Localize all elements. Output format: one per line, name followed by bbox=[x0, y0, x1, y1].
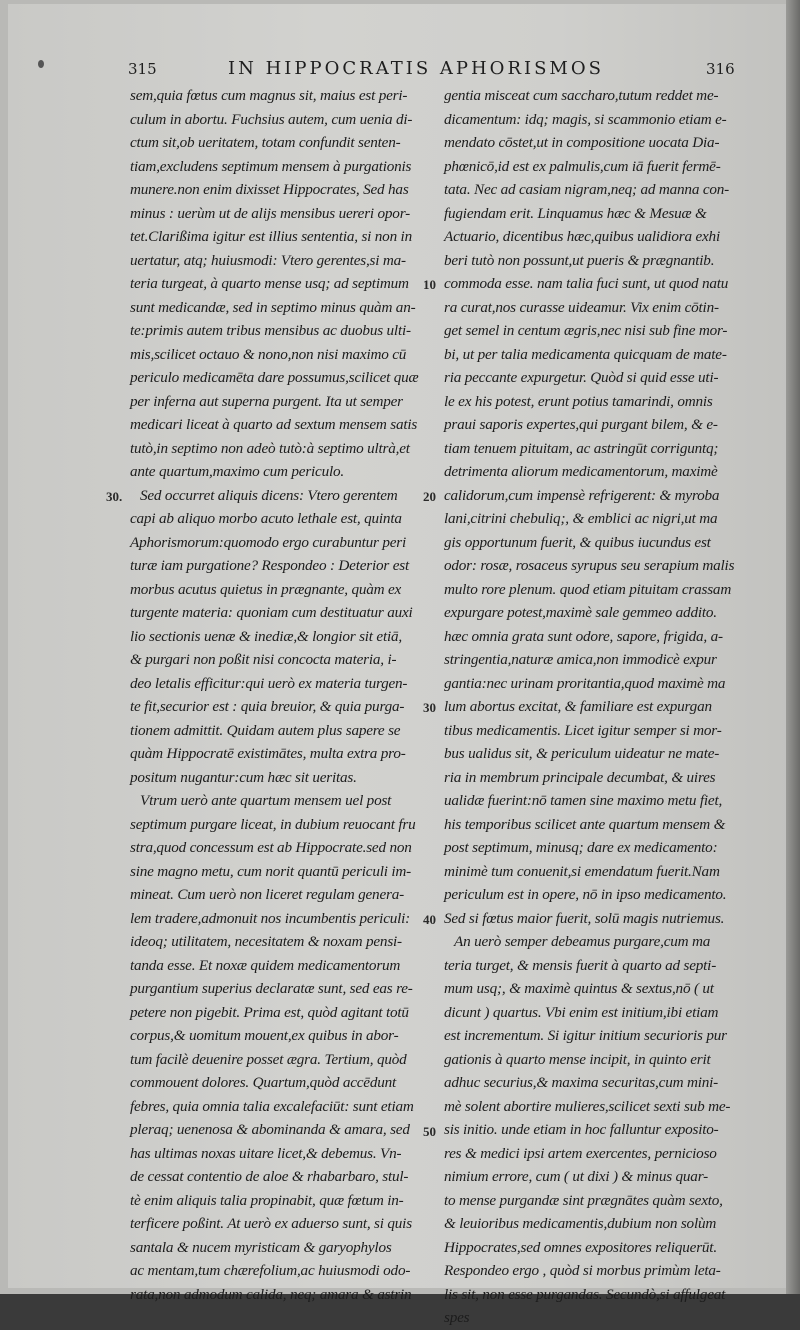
line-marker-10: 10 bbox=[423, 277, 436, 292]
text-line: pleraq; uenenosa & abominanda & amara, sed bbox=[130, 1121, 410, 1138]
text-line: rata,non admodum calida, neq; amara & astrin bbox=[130, 1285, 412, 1303]
running-title: IN HIPPOCRATIS APHORISMOS bbox=[228, 58, 604, 79]
text-line: multo rore plenum. quod etiam pituitam crassam bbox=[444, 580, 732, 598]
text-line: commouent dolores. Quartum,quòd accēdunt bbox=[130, 1074, 397, 1091]
text-line: tiam tenuem pituitam, ac astringūt corriguntq; bbox=[444, 439, 719, 457]
text-line: beri tutò non possunt,ut pueris & prægnantib. bbox=[444, 251, 715, 269]
text-line: bi, ut per talia medicamenta quicquam de mate- bbox=[444, 345, 727, 363]
text-line: res & medici ipsi artem exercentes, pernicioso bbox=[444, 1144, 717, 1162]
text-line: Aphorismorum:quomodo ergo curabuntur peri bbox=[130, 533, 406, 551]
text-line: mineat. Cum uerò non liceret regulam genera- bbox=[130, 886, 404, 903]
text-line: has ultimas noxas uitare licet,& debemus. Vn- bbox=[130, 1144, 402, 1162]
left-column bbox=[130, 84, 430, 1306]
text-line: odor: rosæ, rosaceus syrupus seu serapium malis bbox=[444, 557, 735, 574]
line-marker-20: 20 bbox=[423, 489, 436, 504]
text-line: tutò,in septimo non adeò tutò:à septimo ultrà,et bbox=[130, 439, 410, 457]
text-line: turæ iam purgatione? Respondeo : Deterior est bbox=[130, 557, 409, 574]
text-line: lio sectionis uenæ & inediæ,& longior sit etiā, bbox=[130, 627, 402, 645]
text-line: de cessat contentio de aloe & rhabarbaro, stul- bbox=[130, 1168, 409, 1185]
page-edge-shadow bbox=[786, 0, 800, 1294]
page-number-right: 316 bbox=[706, 60, 735, 78]
text-line: bus ualidus sit, & periculum uideatur ne mate- bbox=[444, 745, 720, 762]
text-line: stringentia,naturæ amica,non immodicè expur bbox=[444, 651, 717, 668]
text-line: mè solent abortire mulieres,scilicet sexti sub me- bbox=[444, 1097, 731, 1115]
text-line: tet.Clarißima igitur est illius sententia, si non in bbox=[130, 228, 412, 245]
text-line: & purgari non poßit nisi concocta materia, i- bbox=[130, 651, 397, 668]
text-line: Sed si fœtus maior fuerit, solū magis nutriemus. bbox=[444, 909, 725, 927]
text-line: & leuioribus medicamentis,dubium non solùm bbox=[444, 1215, 717, 1232]
text-line: te:primis autem tribus mensibus ac duobus ulti- bbox=[130, 322, 411, 339]
text-line: tiam,excludens septimum mensem à purgationis bbox=[130, 157, 412, 175]
text-line: lani,citrini chebuliq;, & emblici ac nigri,ut ma bbox=[444, 510, 718, 527]
text-line: gantia:nec urinam proritantia,quod maximè ma bbox=[444, 674, 726, 692]
text-line: stra,quod concessum est ab Hippocrate.sed non bbox=[130, 839, 412, 856]
text-line: Hippocrates,sed omnes expositores reliquerūt. bbox=[444, 1238, 717, 1256]
text-line: mis,scilicet octauo & nono,non nisi maximo cū bbox=[130, 345, 407, 363]
text-line: mum usq;, & maximè quintus & sextus,nō ( ut bbox=[444, 980, 714, 997]
text-line: teria turgeat, à quarto mense usq; ad septimum bbox=[130, 275, 409, 292]
text-line: mendato cōstet,ut in compositione uocata Dia- bbox=[444, 134, 720, 151]
text-line: teria turget, & mensis fuerit à quarto ad septi- bbox=[444, 956, 717, 974]
running-header bbox=[0, 58, 800, 86]
text-line: Actuario, dicentibus hæc,quibus ualidiora exhi bbox=[444, 228, 720, 245]
text-line: get semel in centum ægris,nec nisi sub fine mor- bbox=[444, 322, 728, 339]
text-line: tata. Nec ad casiam nigram,neq; ad manna con- bbox=[444, 181, 730, 198]
line-marker-50: 50 bbox=[423, 1124, 436, 1139]
text-line: his temporibus scilicet ante quartum mensem & bbox=[444, 815, 726, 833]
text-line: ante quartum,maximo cum periculo. bbox=[130, 463, 345, 480]
text-line: periculum est in opere, nō in ipso medicamento. bbox=[444, 886, 727, 903]
text-line: morbus acutus quietus in prægnante, quàm ex bbox=[130, 580, 402, 598]
text-line: calidorum,cum impensè refrigerent: & myroba bbox=[444, 486, 720, 504]
text-line: te fit,securior est : quia breuior, & quia purga- bbox=[130, 698, 405, 715]
text-line: gis opportunum fuerit, & quibus iucundus est bbox=[444, 533, 711, 551]
text-line: praui saporis expertes,qui purgant bilem, & e- bbox=[444, 416, 718, 433]
text-line: medicari liceat à quarto ad sextum mensem satis bbox=[130, 416, 418, 433]
text-line: minus : uerùm ut de alijs mensibus uereri opor- bbox=[130, 204, 410, 222]
text-line: tè enim aliquis talia propinabit, quæ fœtum in- bbox=[130, 1191, 404, 1209]
text-line: adhuc securius,& maxima securitas,cum mini- bbox=[444, 1074, 719, 1091]
text-line: post septimum, minusq; dare ex medicamento: bbox=[444, 839, 718, 856]
text-line: to mense purgandæ sint prægnātes quàm sexto, bbox=[444, 1191, 723, 1209]
text-line: sem,quia fœtus cum magnus sit, maius est peri- bbox=[130, 87, 408, 104]
text-line: phœnicō,id est ex palmulis,cum iā fuerit fermē- bbox=[444, 157, 721, 175]
text-line: lem tradere,admonuit nos incumbentis periculi: bbox=[130, 909, 411, 927]
text-line: purgantium superius declaratæ sunt, sed eas re- bbox=[130, 980, 413, 997]
text-line: Vtrum uerò ante quartum mensem uel post bbox=[140, 792, 392, 809]
text-line: ctum sit,ob ueritatem, totam confundit senten- bbox=[130, 134, 401, 151]
text-line: capi ab aliquo morbo acuto lethale est, quinta bbox=[130, 510, 402, 527]
text-line: Respondeo ergo , quòd si morbus primùm leta- bbox=[444, 1262, 721, 1279]
text-line: sis initio. unde etiam in hoc falluntur exposito- bbox=[444, 1121, 719, 1138]
text-line: sunt medicandæ, sed in septimo minus quàm an- bbox=[130, 298, 416, 316]
line-marker-30: 30 bbox=[423, 700, 436, 715]
line-marker-30-left: 30. bbox=[106, 489, 123, 504]
text-line: tionem admittit. Quidam autem plus sapere se bbox=[130, 721, 401, 739]
text-line: corpus,& uomitum mouent,ex quibus in abor- bbox=[130, 1027, 399, 1044]
text-line: expurgare potest,maximè sale gemmeo addito. bbox=[444, 604, 717, 621]
page-number-left: 315 bbox=[128, 60, 157, 78]
text-line: ideoq; utilitatem, necesitatem & noxam pensi- bbox=[130, 933, 402, 950]
text-line: deo letalis efficitur:qui uerò ex materia turgen- bbox=[130, 674, 408, 692]
text-line: lis sit, non esse purgandas. Secundò,si affulgeat bbox=[444, 1285, 726, 1303]
text-line: santala & nucem myristicam & garyophylos bbox=[130, 1238, 392, 1256]
text-line: hæc omnia grata sunt odore, sapore, frigida, a- bbox=[444, 627, 723, 645]
text-line: commoda esse. nam talia fuci sunt, ut quod natu bbox=[444, 275, 729, 292]
text-line: quàm Hippocratē existimātes, multa extra pro- bbox=[130, 745, 406, 762]
text-line: minimè tum conuenit,si emendatum fuerit.Nam bbox=[444, 862, 720, 880]
text-line: per inferna aut superna purgent. Ita ut semper bbox=[130, 392, 403, 410]
text-line: ria peccante expurgetur. Quòd si quid esse uti- bbox=[444, 369, 719, 386]
text-line: An uerò semper debeamus purgare,cum ma bbox=[454, 933, 711, 950]
text-line: ria in membrum principale decumbat, & uires bbox=[444, 768, 716, 786]
text-line: tum facilè deuenire posset ægra. Tertium, quòd bbox=[130, 1050, 407, 1068]
text-line: terficere poßint. At uerò ex aduerso sunt, si quis bbox=[130, 1215, 412, 1232]
text-line: dicamentum: idq; magis, si scammonio etiam e- bbox=[444, 110, 727, 128]
text-line: positum nugantur:cum hæc sit ueritas. bbox=[130, 768, 357, 786]
text-line: detrimenta aliorum medicamentorum, maximè bbox=[444, 463, 718, 480]
text-line: munere.non enim dixisset Hippocrates, Sed has bbox=[130, 181, 409, 198]
text-line: le ex his potest, erunt potius tamarindi, omnis bbox=[444, 392, 713, 410]
text-line: lum abortus excitat, & familiare est expurgan bbox=[444, 698, 712, 715]
text-line: ac mentam,tum chærefolium,ac huiusmodi odo- bbox=[130, 1262, 411, 1279]
text-line: nimium errore, cum ( ut dixi ) & minus quar- bbox=[444, 1168, 708, 1185]
text-line: Sed occurret aliquis dicens: Vtero gerentem bbox=[140, 486, 398, 504]
text-line: est incrementum. Si igitur initium securioris pur bbox=[444, 1027, 727, 1044]
text-line: fugiendam erit. Linquamus hæc & Mesuæ & bbox=[444, 204, 707, 222]
text-line: sine magno metu, cum norit quantū periculi im- bbox=[130, 862, 412, 880]
text-line: tanda esse. Et noxæ quidem medicamentorum bbox=[130, 956, 401, 974]
text-line: tibus medicamentis. Licet igitur semper si mor- bbox=[444, 721, 722, 739]
text-line: turgente materia: quoniam cum destituatur auxi bbox=[130, 604, 413, 621]
text-line: gationis à quarto mense incipit, in quinto erit bbox=[444, 1050, 711, 1068]
text-line: febres, quia omnia talia excalefaciūt: sunt etiam bbox=[130, 1097, 414, 1115]
right-column bbox=[444, 84, 750, 1330]
text-line: gentia misceat cum saccharo,tutum reddet me- bbox=[444, 87, 719, 104]
text-line: ra curat,nos curasse uideamur. Vix enim cōtin- bbox=[444, 298, 719, 316]
text-line: culum in abortu. Fuchsius autem, cum uenia di- bbox=[130, 110, 413, 128]
text-line: petere non pigebit. Prima est, quòd agitant totū bbox=[130, 1003, 409, 1021]
text-line: uertatur, atq; huiusmodi: Vtero gerentes,si ma- bbox=[130, 251, 406, 269]
text-line: septimum purgare liceat, in dubium reuocant fru bbox=[130, 815, 416, 833]
text-line: spes bbox=[444, 1309, 470, 1326]
text-line: ualidæ fuerint:nō tamen sine maximo metu fiet, bbox=[444, 792, 723, 809]
line-marker-40: 40 bbox=[423, 912, 436, 927]
text-line: dicunt ) quartus. Vbi enim est initium,ibi etiam bbox=[444, 1003, 719, 1021]
text-line: periculo medicamēta dare possumus,scilicet quæ bbox=[130, 369, 419, 386]
